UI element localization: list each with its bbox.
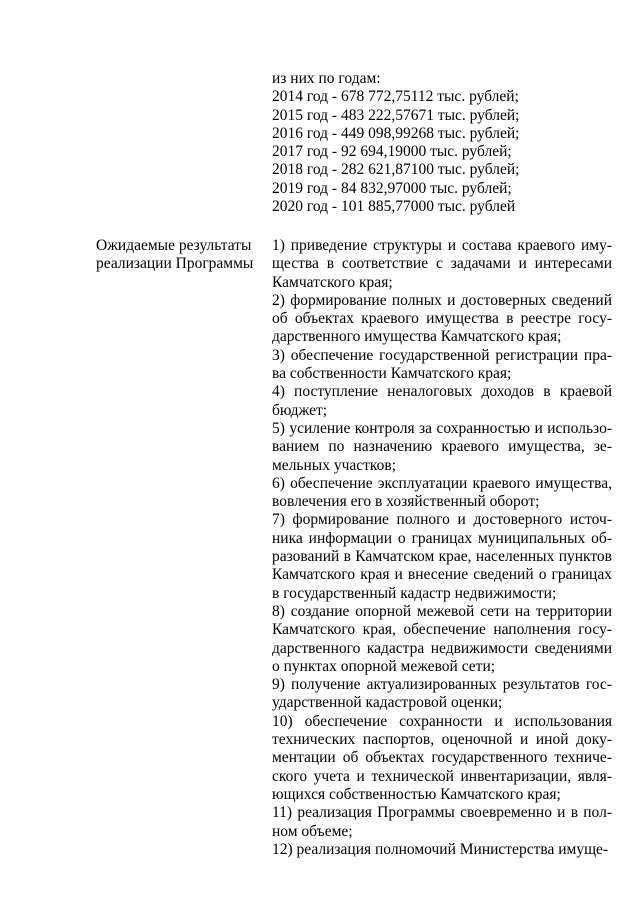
expected-results-list [272, 237, 612, 859]
result-item-6: 6) обеспечение эксплуатации краевого имущества, вовлечения его в хозяйственный оборот; [272, 474, 612, 511]
result-item-9: 9) получение актуализированных результатов государственной кадастровой оценки; [272, 676, 612, 712]
result-item-4: 4) поступление неналоговых доходов в краевой бюджет; [272, 383, 612, 419]
result-item-10: 10) обеспечение сохранности и использования технических паспортов, оценочной и иной документации об объектах государственного технического учета и технической инвентаризации, являющихся собственностью Камчатского края; [272, 712, 612, 803]
label-word-results: результаты [178, 237, 252, 254]
result-item-7: 7) формирование полного и достоверного источника информации о границах муниципальных образований в Камчатском крае, населенных пунктов Камчатского края и внесение сведений о границах в государственный кадастр недвижимости; [272, 511, 612, 602]
funding-year-2015: 2015 год - 483 222,57671 тыс. рублей; [272, 106, 520, 124]
result-item-8: 8) создание опорной межевой сети на территории Камчатского края, обеспечение наполнения государственного кадастра недвижимости сведениями о пунктах опорной межевой сети; [272, 602, 612, 675]
expected-results-section [96, 237, 612, 859]
funding-by-year [272, 70, 612, 216]
label-word-expected: Ожидаемые [96, 237, 175, 254]
result-item-5: 5) усиление контроля за сохранностью и использованием по назначению краевого имущества, земельных участков; [272, 419, 612, 474]
result-item-3: 3) обеспечение государственной регистрации права собственности Камчатского края; [272, 346, 612, 383]
funding-year-2016: 2016 год - 449 098,99268 тыс. рублей; [272, 124, 520, 142]
funding-year-2019: 2019 год - 84 832,97000 тыс. рублей; [272, 179, 512, 197]
funding-year-2018: 2018 год - 282 621,87100 тыс. рублей; [272, 161, 520, 179]
expected-results-label [96, 237, 272, 859]
funding-year-2020: 2020 год - 101 885,77000 тыс. рублей [272, 198, 516, 216]
funding-year-2017: 2017 год - 92 694,19000 тыс. рублей; [272, 143, 512, 161]
funding-year-2014: 2014 год - 678 772,75112 тыс. рублей; [272, 88, 519, 106]
label-line-program: реализации Программы [96, 255, 254, 273]
result-item-11: 11) реализация Программы своевременно и в полном объеме; [272, 804, 612, 840]
result-item-1: 1) приведение структуры и состава краевого имущества в соответствие с задачами и интересами Камчатского края; [272, 237, 612, 291]
funding-intro: из них по годам: [272, 70, 381, 87]
result-item-2: 2) формирование полных и достоверных сведений об объектах краевого имущества в реестре государственного имущества Камчатского края; [272, 291, 612, 346]
result-item-12: 12) реализация полномочий Министерства имуще- [272, 840, 609, 858]
